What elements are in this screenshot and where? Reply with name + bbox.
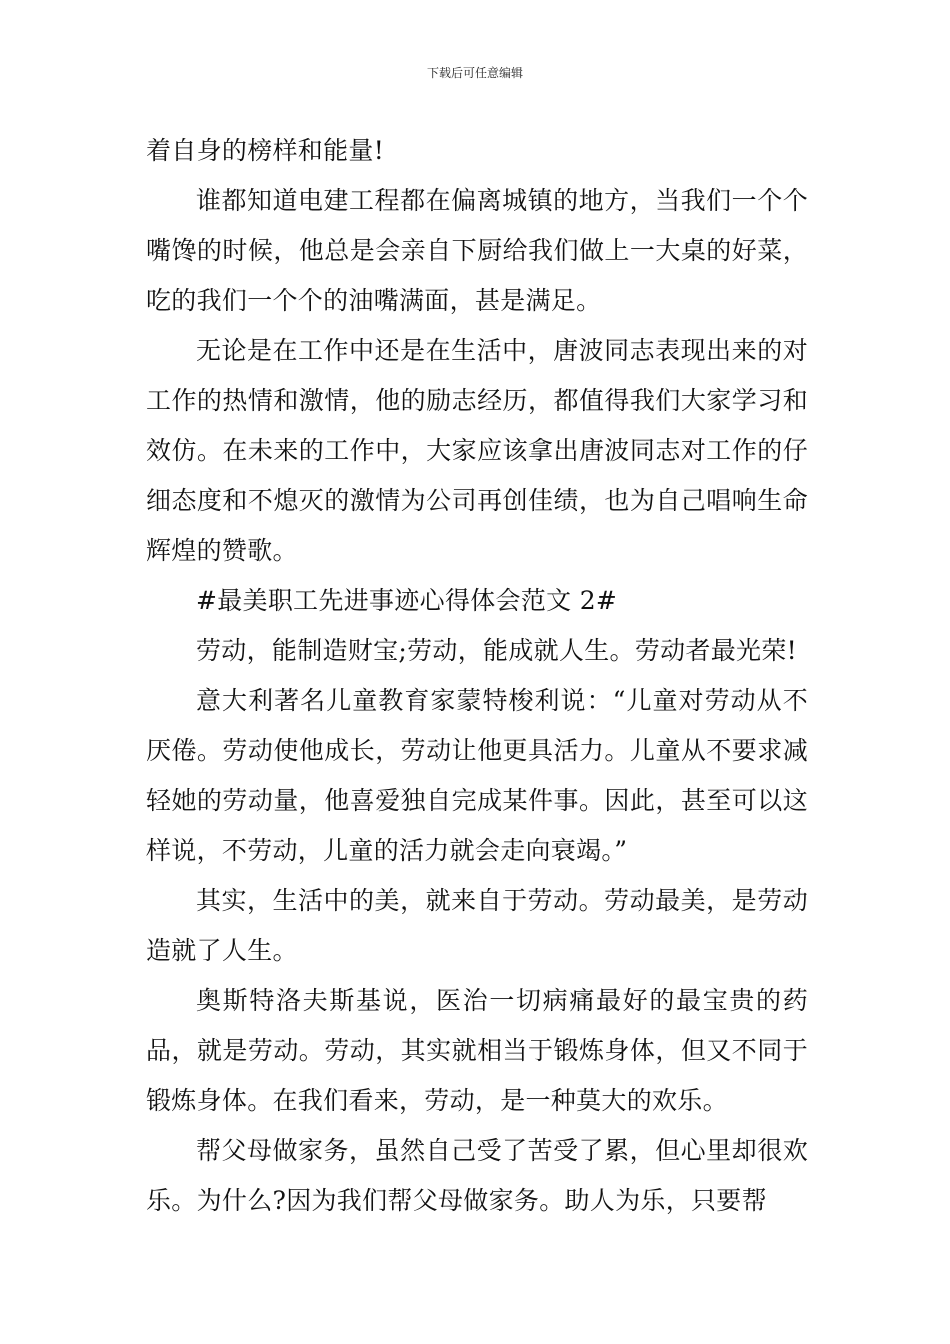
page-header: 下载后可任意编辑 xyxy=(426,66,523,80)
section-heading: #最美职工先进事迹心得体会范文 2# xyxy=(196,586,618,615)
paragraph: 奥斯特洛夫斯基说，医治一切病痛最好的最宝贵的药品，就是劳动。劳动，其实就相当于锻炼身体，但又不同于锻炼身体。在我们看来，劳动，是一种莫大的欢乐。 xyxy=(146,986,808,1115)
document-body xyxy=(146,126,808,1226)
paragraph: 着自身的榜样和能量! xyxy=(146,136,385,165)
paragraph: 其实，生活中的美，就来自于劳动。劳动最美，是劳动造就了人生。 xyxy=(146,886,808,965)
paragraph: 帮父母做家务，虽然自己受了苦受了累，但心里却很欢乐。为什么?因为我们帮父母做家务。助人为乐，只要帮 xyxy=(146,1136,808,1215)
paragraph: 谁都知道电建工程都在偏离城镇的地方，当我们一个个嘴馋的时候，他总是会亲自下厨给我们做上一大桌的好菜，吃的我们一个个的油嘴满面，甚是满足。 xyxy=(146,186,808,315)
paragraph: 意大利著名儿童教育家蒙特梭利说：“儿童对劳动从不厌倦。劳动使他成长，劳动让他更具活力。儿童从不要求减轻她的劳动量，他喜爱独自完成某件事。因此，甚至可以这样说，不劳动，儿童的活力就会走向衰竭。” xyxy=(146,686,808,865)
paragraph: 劳动，能制造财宝;劳动，能成就人生。劳动者最光荣! xyxy=(196,636,797,665)
paragraph: 无论是在工作中还是在生活中，唐波同志表现出来的对工作的热情和激情，他的励志经历，都值得我们大家学习和效仿。在未来的工作中，大家应该拿出唐波同志对工作的仔细态度和不熄灭的激情为公司再创佳绩，也为自己唱响生命辉煌的赞歌。 xyxy=(146,336,808,565)
